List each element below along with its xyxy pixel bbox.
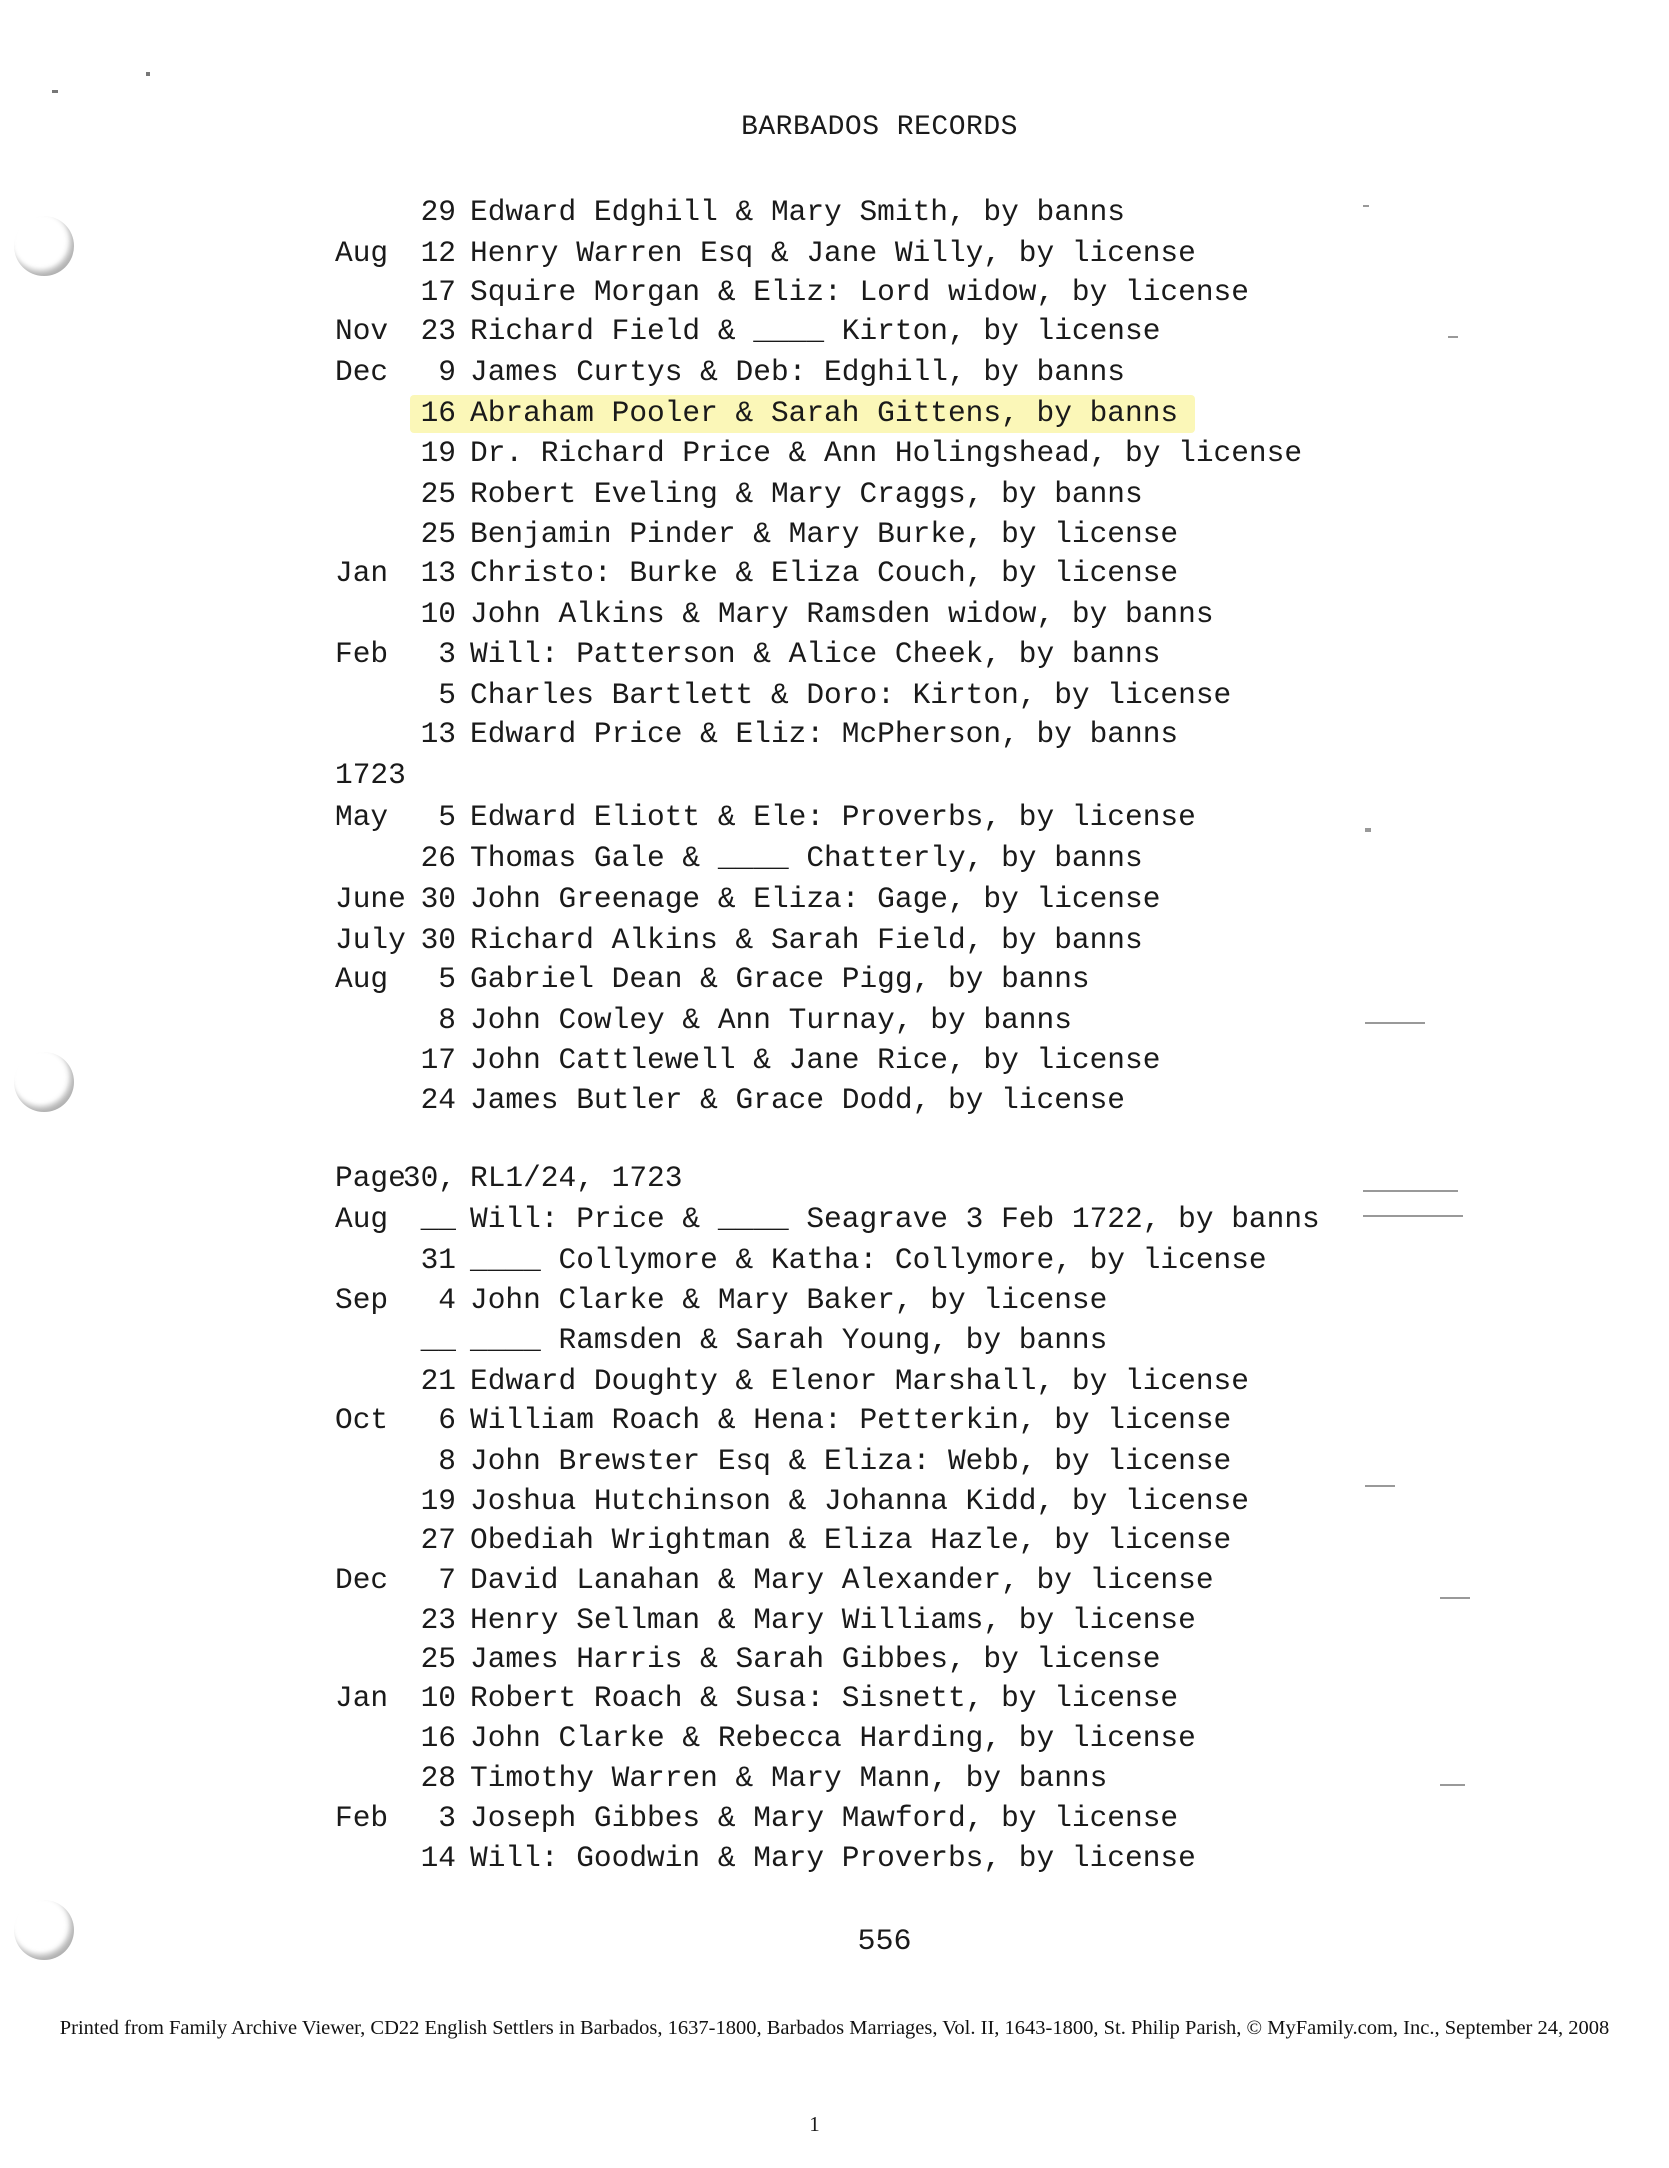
record-month: Feb xyxy=(335,637,389,671)
margin-mark xyxy=(1448,336,1458,338)
record-month: Dec xyxy=(335,355,389,389)
record-row xyxy=(0,352,1669,392)
record-text: John Greenage & Eliza: Gage, by license xyxy=(470,882,1161,916)
record-row xyxy=(0,433,1669,473)
record-row xyxy=(0,797,1669,837)
page-title: BARBADOS RECORDS xyxy=(741,112,1018,143)
margin-mark xyxy=(1365,1485,1395,1487)
record-text: John Clarke & Rebecca Harding, by license xyxy=(470,1721,1196,1755)
record-row xyxy=(0,393,1669,433)
record-row xyxy=(0,474,1669,514)
record-row xyxy=(0,1199,1669,1239)
record-row xyxy=(0,1361,1669,1401)
record-month: Jan xyxy=(335,556,389,590)
page-number: 556 xyxy=(857,1925,912,1959)
record-day: 30 xyxy=(420,882,456,916)
record-row xyxy=(0,1400,1669,1440)
record-day: 28 xyxy=(420,1761,456,1795)
record-text: Henry Warren Esq & Jane Willy, by license xyxy=(470,236,1196,270)
record-month: June xyxy=(335,882,406,916)
record-text: Christo: Burke & Eliza Couch, by license xyxy=(470,556,1179,590)
record-row xyxy=(0,1758,1669,1798)
record-row xyxy=(0,1520,1669,1560)
record-month: Aug xyxy=(335,236,389,270)
record-text: Abraham Pooler & Sarah Gittens, by banns xyxy=(470,396,1179,430)
record-day: 23 xyxy=(420,314,456,348)
record-text: Dr. Richard Price & Ann Holingshead, by license xyxy=(470,436,1303,470)
margin-mark xyxy=(1365,1022,1425,1024)
record-row xyxy=(0,1441,1669,1481)
record-day: 30, xyxy=(402,1161,456,1195)
record-text: Timothy Warren & Mary Mann, by banns xyxy=(470,1761,1108,1795)
record-day: 17 xyxy=(420,275,456,309)
record-text: Squire Morgan & Eliz: Lord widow, by license xyxy=(470,275,1249,309)
record-text: John Cattlewell & Jane Rice, by license xyxy=(470,1043,1161,1077)
record-month: Sep xyxy=(335,1283,389,1317)
record-day: 3 xyxy=(438,1801,456,1835)
scan-speck xyxy=(52,90,58,93)
record-day: 5 xyxy=(438,678,456,712)
record-text: Joshua Hutchinson & Johanna Kidd, by license xyxy=(470,1484,1249,1518)
record-day: 7 xyxy=(438,1563,456,1597)
record-text: Joseph Gibbes & Mary Mawford, by license xyxy=(470,1801,1179,1835)
record-text: Edward Doughty & Elenor Marshall, by license xyxy=(470,1364,1249,1398)
record-day: __ xyxy=(420,1323,456,1357)
record-row xyxy=(0,1040,1669,1080)
record-text: James Curtys & Deb: Edghill, by banns xyxy=(470,355,1126,389)
margin-mark xyxy=(1363,205,1369,207)
record-text: Robert Roach & Susa: Sisnett, by license xyxy=(470,1681,1179,1715)
record-row xyxy=(0,514,1669,554)
record-row xyxy=(0,1600,1669,1640)
record-day: 25 xyxy=(420,477,456,511)
record-day: 27 xyxy=(420,1523,456,1557)
record-month: Dec xyxy=(335,1563,389,1597)
record-text: John Brewster Esq & Eliza: Webb, by license xyxy=(470,1444,1232,1478)
record-text: Edward Eliott & Ele: Proverbs, by license xyxy=(470,800,1196,834)
record-day: 8 xyxy=(438,1003,456,1037)
record-month: Nov xyxy=(335,314,389,348)
record-day: 25 xyxy=(420,517,456,551)
record-day: 19 xyxy=(420,1484,456,1518)
record-day: 16 xyxy=(420,1721,456,1755)
record-row xyxy=(0,272,1669,312)
record-text: Will: Price & ____ Seagrave 3 Feb 1722, by banns xyxy=(470,1202,1320,1236)
record-day: 13 xyxy=(420,556,456,590)
record-row xyxy=(0,1158,1669,1198)
record-month: 1723 xyxy=(335,758,406,792)
record-day: 29 xyxy=(420,195,456,229)
record-text: Benjamin Pinder & Mary Burke, by license xyxy=(470,517,1179,551)
margin-mark xyxy=(1440,1597,1470,1599)
scan-speck xyxy=(146,72,150,76)
record-text: James Harris & Sarah Gibbes, by license xyxy=(470,1642,1161,1676)
record-day: 10 xyxy=(420,1681,456,1715)
record-day: 13 xyxy=(420,717,456,751)
record-day: 26 xyxy=(420,841,456,875)
record-row xyxy=(0,233,1669,273)
record-day: 14 xyxy=(420,1841,456,1875)
record-day: 16 xyxy=(420,396,456,430)
record-text: Robert Eveling & Mary Craggs, by banns xyxy=(470,477,1143,511)
margin-mark xyxy=(1440,1784,1465,1786)
record-month: Aug xyxy=(335,1202,389,1236)
record-text: Richard Alkins & Sarah Field, by banns xyxy=(470,923,1143,957)
footer-citation: Printed from Family Archive Viewer, CD22 English Settlers in Barbados, 1637-1800, Barbados Marriages, Vol. II, 1643-1800, St. Philip Parish, © MyFamily.com, Inc., September 24, 2008 xyxy=(59,2017,1610,2039)
record-row xyxy=(0,1481,1669,1521)
record-month: Oct xyxy=(335,1403,389,1437)
record-row xyxy=(0,755,1669,795)
record-day: 23 xyxy=(420,1603,456,1637)
record-text: Edward Price & Eliz: McPherson, by banns xyxy=(470,717,1179,751)
margin-mark xyxy=(1363,1215,1463,1217)
record-text: John Cowley & Ann Turnay, by banns xyxy=(470,1003,1072,1037)
record-row xyxy=(0,1838,1669,1878)
record-day: 12 xyxy=(420,236,456,270)
record-day: 5 xyxy=(438,962,456,996)
record-row xyxy=(0,920,1669,960)
record-text: John Clarke & Mary Baker, by license xyxy=(470,1283,1108,1317)
record-day: 21 xyxy=(420,1364,456,1398)
record-day: 5 xyxy=(438,800,456,834)
record-text: Obediah Wrightman & Eliza Hazle, by license xyxy=(470,1523,1232,1557)
record-text: ____ Ramsden & Sarah Young, by banns xyxy=(470,1323,1108,1357)
record-month: May xyxy=(335,800,389,834)
record-row xyxy=(0,1798,1669,1838)
record-row xyxy=(0,1718,1669,1758)
record-row xyxy=(0,1000,1669,1040)
record-day: __ xyxy=(420,1202,456,1236)
record-row xyxy=(0,634,1669,674)
record-row xyxy=(0,1678,1669,1718)
record-month: Aug xyxy=(335,962,389,996)
record-day: 3 xyxy=(438,637,456,671)
record-day: 25 xyxy=(420,1642,456,1676)
record-month: Feb xyxy=(335,1801,389,1835)
record-row xyxy=(0,879,1669,919)
record-row xyxy=(0,553,1669,593)
record-row xyxy=(0,594,1669,634)
record-day: 19 xyxy=(420,436,456,470)
record-text: Gabriel Dean & Grace Pigg, by banns xyxy=(470,962,1090,996)
record-month: Jan xyxy=(335,1681,389,1715)
record-row xyxy=(0,192,1669,232)
record-text: David Lanahan & Mary Alexander, by license xyxy=(470,1563,1214,1597)
record-text: Henry Sellman & Mary Williams, by license xyxy=(470,1603,1196,1637)
record-text: Charles Bartlett & Doro: Kirton, by license xyxy=(470,678,1232,712)
record-text: Edward Edghill & Mary Smith, by banns xyxy=(470,195,1126,229)
record-day: 9 xyxy=(438,355,456,389)
record-day: 10 xyxy=(420,597,456,631)
record-day: 17 xyxy=(420,1043,456,1077)
margin-mark xyxy=(1363,1190,1458,1192)
record-row xyxy=(0,311,1669,351)
record-day: 24 xyxy=(420,1083,456,1117)
record-row xyxy=(0,838,1669,878)
record-row xyxy=(0,1320,1669,1360)
record-row xyxy=(0,1280,1669,1320)
record-row xyxy=(0,1240,1669,1280)
record-day: 8 xyxy=(438,1444,456,1478)
record-text: RL1/24, 1723 xyxy=(470,1161,683,1195)
record-row xyxy=(0,675,1669,715)
sheet-number: 1 xyxy=(809,2112,820,2136)
record-text: John Alkins & Mary Ramsden widow, by banns xyxy=(470,597,1214,631)
record-text: Will: Patterson & Alice Cheek, by banns xyxy=(470,637,1161,671)
record-text: Thomas Gale & ____ Chatterly, by banns xyxy=(470,841,1143,875)
record-text: William Roach & Hena: Petterkin, by license xyxy=(470,1403,1232,1437)
record-text: ____ Collymore & Katha: Collymore, by license xyxy=(470,1243,1267,1277)
record-day: 30 xyxy=(420,923,456,957)
record-row xyxy=(0,714,1669,754)
record-row xyxy=(0,1080,1669,1120)
record-row xyxy=(0,959,1669,999)
record-day: 6 xyxy=(438,1403,456,1437)
record-text: James Butler & Grace Dodd, by license xyxy=(470,1083,1126,1117)
record-text: Richard Field & ____ Kirton, by license xyxy=(470,314,1161,348)
record-row xyxy=(0,1560,1669,1600)
record-day: 4 xyxy=(438,1283,456,1317)
margin-mark xyxy=(1365,830,1371,832)
record-month: July xyxy=(335,923,406,957)
record-day: 31 xyxy=(420,1243,456,1277)
record-row xyxy=(0,1639,1669,1679)
record-text: Will: Goodwin & Mary Proverbs, by license xyxy=(470,1841,1196,1875)
record-month: Page xyxy=(335,1161,406,1195)
